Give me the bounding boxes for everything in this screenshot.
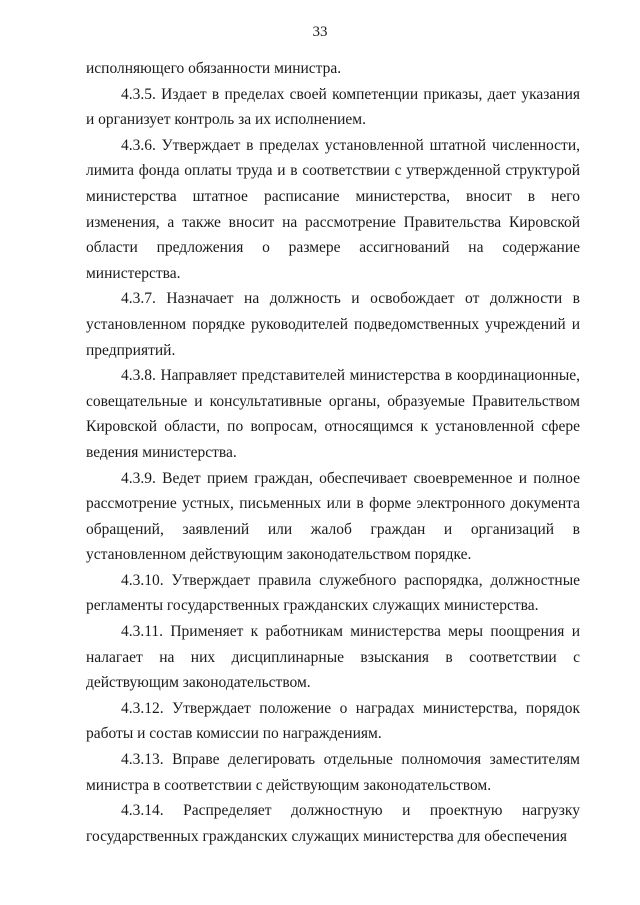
document-body <box>86 56 580 849</box>
paragraph-4-3-6: 4.3.6. Утверждает в пределах установленной штатной численности, лимита фонда оплаты труда и в соответствии с утвержденной структурой министерства штатное расписание министерства, вносит в него изменения, а также вносит на рассмотрение Правительства Кировской области предложения о размере ассигнований на содержание министерства. <box>86 136 580 282</box>
paragraph-continuation: исполняющего обязанности министра. <box>86 60 342 77</box>
paragraph-4-3-5: 4.3.5. Издает в пределах своей компетенции приказы, дает указания и организует контроль за их исполнением. <box>86 85 580 129</box>
paragraph-4-3-8: 4.3.8. Направляет представителей министерства в координационные, совещательные и консультативные органы, образуемые Правительством Кировской области, по вопросам, относящимся к установленной сфере ведения министерства. <box>86 367 580 461</box>
page-number: 33 <box>312 24 328 40</box>
paragraph-4-3-14: 4.3.14. Распределяет должностную и проектную нагрузку государственных гражданских служащих министерства для обеспечения <box>86 802 580 845</box>
paragraph-4-3-11: 4.3.11. Применяет к работникам министерства меры поощрения и налагает на них дисциплинарные взыскания в соответствии с действующим законодательством. <box>86 623 580 692</box>
paragraph-4-3-10: 4.3.10. Утверждает правила служебного распорядка, должностные регламенты государственных гражданских служащих министерства. <box>86 571 580 615</box>
paragraph-4-3-13: 4.3.13. Вправе делегировать отдельные полномочия заместителям министра в соответствии с действующим законодательством. <box>86 751 580 794</box>
paragraph-4-3-7: 4.3.7. Назначает на должность и освобождает от должности в установленном порядке руководителей подведомственных учреждений и предприятий. <box>86 290 580 359</box>
paragraph-4-3-9: 4.3.9. Ведет прием граждан, обеспечивает своевременное и полное рассмотрение устных, письменных или в форме электронного документа обращений, заявлений или жалоб граждан и организаций в установленном действующим законодательством порядке. <box>86 469 580 564</box>
paragraph-4-3-12: 4.3.12. Утверждает положение о наградах министерства, порядок работы и состав комиссии по награждениям. <box>86 699 580 743</box>
